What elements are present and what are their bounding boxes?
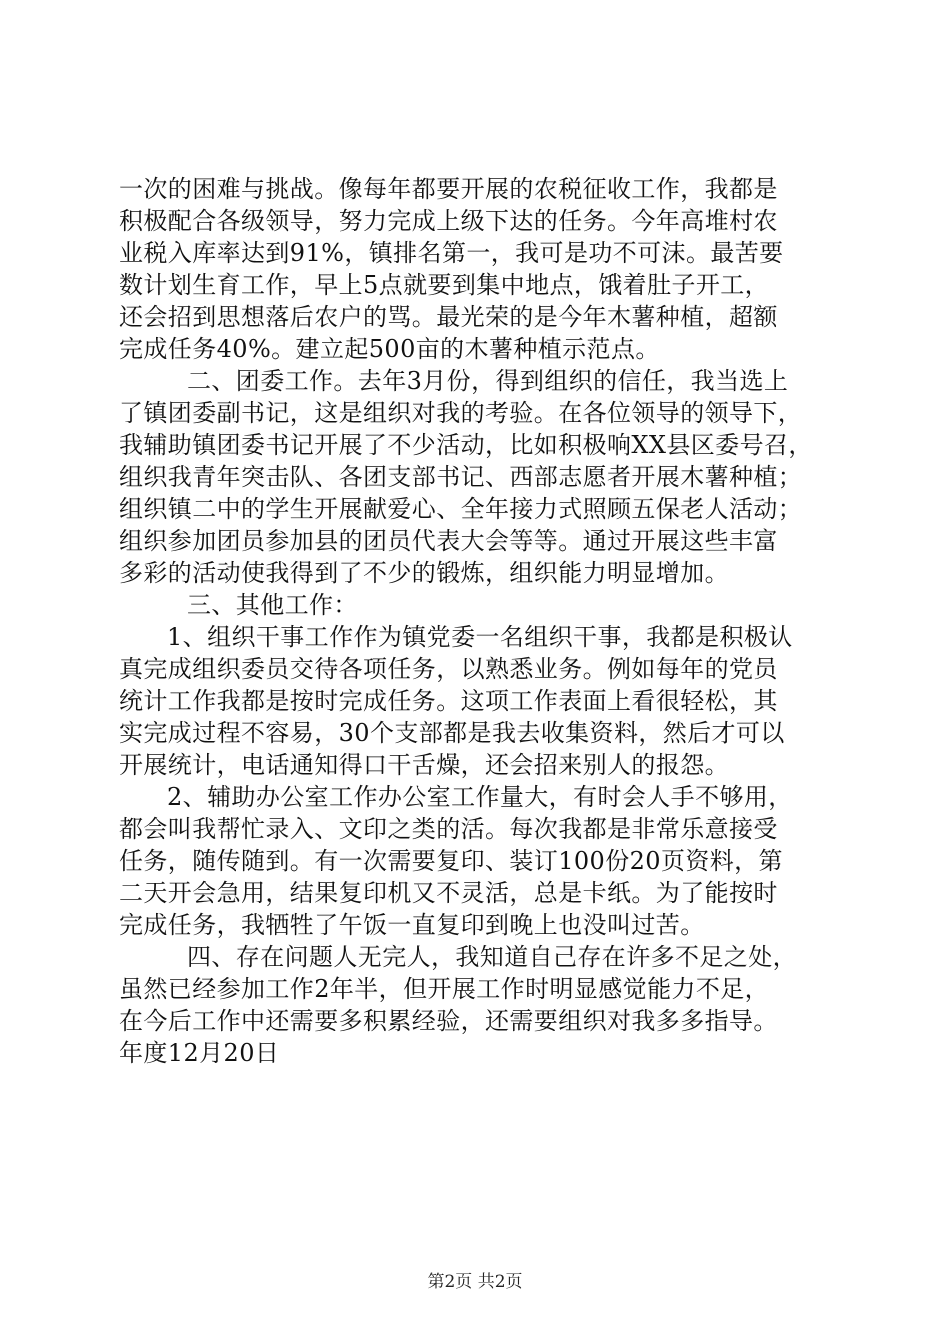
text-line: 组织我青年突击队、各团支部书记、西部志愿者开展木薯种植； [119, 463, 803, 491]
text-line: 实完成过程不容易，30个支部都是我去收集资料，然后才可以 [119, 719, 785, 747]
text-line: 真完成组织委员交待各项任务，以熟悉业务。例如每年的党员 [119, 655, 778, 683]
text-line: 统计工作我都是按时完成任务。这项工作表面上看很轻松，其 [119, 687, 778, 715]
text-line: 还会招到思想落后农户的骂。最光荣的是今年木薯种植，超额 [119, 303, 778, 331]
section-heading-line: 四、存在问题人无完人，我知道自己存在许多不足之处， [187, 943, 797, 971]
text-line: 开展统计，电话通知得口干舌燥，还会招来别人的报怨。 [119, 751, 729, 779]
text-line: 组织参加团员参加县的团员代表大会等等。通过开展这些丰富 [119, 527, 778, 555]
text-line: 我辅助镇团委书记开展了不少活动，比如积极响XX县区委号召， [119, 431, 813, 459]
text-line: 积极配合各级领导，努力完成上级下达的任务。今年高堆村农 [119, 207, 778, 235]
text-line: 完成任务，我牺牲了午饭一直复印到晚上也没叫过苦。 [119, 911, 705, 939]
section-heading-line: 2、辅助办公室工作办公室工作量大，有时会人手不够用， [167, 783, 793, 811]
text-line: 多彩的活动使我得到了不少的锻炼，组织能力明显增加。 [119, 559, 729, 587]
document-body [119, 173, 839, 1069]
text-line: 任务，随传随到。有一次需要复印、装订100份20页资料，第 [119, 847, 783, 875]
text-line: 虽然已经参加工作2年半，但开展工作时明显感觉能力不足， [119, 975, 770, 1003]
text-line: 组织镇二中的学生开展献爱心、全年接力式照顾五保老人活动； [119, 495, 803, 523]
section-heading-line: 1、组织干事工作作为镇党委一名组织干事，我都是积极认 [167, 623, 793, 651]
date-line: 年度12月20日 [119, 1039, 280, 1067]
text-line: 完成任务40%。建立起500亩的木薯种植示范点。 [119, 335, 660, 363]
text-line: 二天开会急用，结果复印机又不灵活，总是卡纸。为了能按时 [119, 879, 778, 907]
text-line: 数计划生育工作，早上5点就要到集中地点，饿着肚子开工， [119, 271, 770, 299]
text-line: 都会叫我帮忙录入、文印之类的活。每次我都是非常乐意接受 [119, 815, 778, 843]
text-line: 业税入库率达到91%，镇排名第一，我可是功不可沫。最苦要 [119, 239, 784, 267]
text-line: 一次的困难与挑战。像每年都要开展的农税征收工作，我都是 [119, 175, 778, 203]
text-line: 在今后工作中还需要多积累经验，还需要组织对我多多指导。 [119, 1007, 778, 1035]
page-number-label: 第2页 共2页 [427, 1272, 523, 1292]
text-line: 了镇团委副书记，这是组织对我的考验。在各位领导的领导下， [119, 399, 803, 427]
section-heading-line: 三、其他工作： [187, 591, 358, 619]
page-footer [0, 1271, 950, 1293]
section-heading-line: 二、团委工作。去年3月份，得到组织的信任，我当选上 [187, 367, 789, 395]
